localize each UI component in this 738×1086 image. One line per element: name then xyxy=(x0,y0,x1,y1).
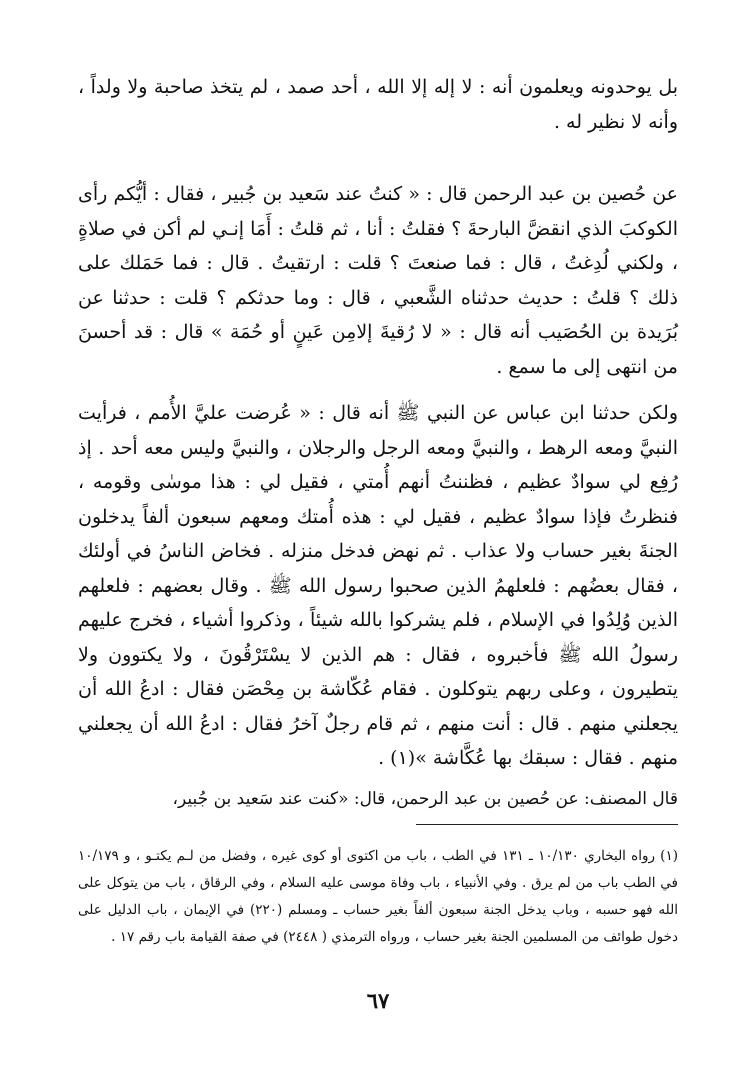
page-number: ٦٧ xyxy=(366,988,390,1013)
book-page xyxy=(78,70,678,1060)
footnote-separator xyxy=(416,824,678,825)
footnote: (١) رواه البخاري ١٠/١٣٠ ـ ١٣١ في الطب ، باب من اكتوى أو كوى غيره ، وفضل من لـم يكتـو ، و ١٠/١٧٩ في الطب باب من لم يرق . وفي الأنبياء ، باب وفاة موسى عليه السلام ، وفي الرقاق ، باب من يتوكل على الله فهو حسبه ، وباب يدخل الجنة سبعون ألفاً بغير حساب ـ ومسلم (٢٢٠) في الإيمان ، باب الدليل على دخول طوائف من المسلمين الجنة بغير حساب ، ورواه الترمذي ( ٢٤٤٨) في صفة القيامة باب رقم ١٧ . xyxy=(78,847,678,945)
paragraph-3: ولكن حدثنا ابن عباس عن النبي ﷺ أنه قال : « عُرضت عليَّ الأُمم ، فرأيت النبيَّ ومعه الرهط ، والنبيَّ ومعه الرجل والرجلان ، والنبيَّ وليس معه أحد . إذ رُفِع لي سوادٌ عظيم ، فظننتُ أنهم أُمتي ، فقيل لي : هذا موسٰى وقومه ، فنظرتُ فإذا سوادٌ عظيم ، فقيل لي : هذه أُمتك ومعهم سبعون ألفاً يدخلون الجنةَ بغير حساب ولا عذاب . ثم نهض فدخل منزله . فخاض الناسُ في أولئك ، فقال بعضُهم : فلعلهمُ الذين صحبوا رسول الله ﷺ . وقال بعضهم : فلعلهم الذين وُلِدُوا في الإسلام ، فلم يشركوا بالله شيئاً ، وذكروا أشياء ، فخرج عليهم رسولُ الله ﷺ فأخبروه ، فقال : هم الذين لا يسْتَرْقُونَ ، ولا يكتوون ولا يتطيرون ، وعلى ربهم يتوكلون . فقام عُكّاشة بن مِحْصَن فقال : ادعُ الله أن يجعلني منهم . قال : أنت منهم ، ثم قام رجلٌ آخرُ فقال : ادعُ الله أن يجعلني منهم . فقال : سبقك بها عُكَّاشة »(١) . xyxy=(78,402,678,769)
paragraph-2: عن حُصين بن عبد الرحمن قال : « كنتُ عند سَعيد بن جُبير ، فقال : أيُّكم رأى الكوكبَ الذي انقضَّ البارحةَ ؟ فقلتُ : أنا ، ثم قلتُ : أَمَا إنـي لم أكن في صلاةٍ ، ولكني لُدِغتُ ، قال : فما صنعتَ ؟ قلت : ارتقيتُ . قال : فما حَمَلك على ذلك ؟ قلتُ : حديث حدثناه الشَّعبي ، قال : وما حدثكم ؟ قلت : حدثنا عن بُرَيدة بن الحُصَيب أنه قال : « لا رُقيةَ إلامِن عَينٍ أو حُمَة » قال : قد أحسنَ من انتهى إلى ما سمع . xyxy=(78,183,678,378)
paragraph-4: قال المصنف: عن حُصين بن عبد الرحمن، قال: «كنت عند سَعيد بن جُبير، xyxy=(172,788,678,809)
paragraph-1: بل يوحدونه ويعلمون أنه : لا إله إلا الله ، أحد صمد ، لم يتخذ صاحبة ولا ولداً ، وأنه لا نظير له . xyxy=(78,76,678,133)
